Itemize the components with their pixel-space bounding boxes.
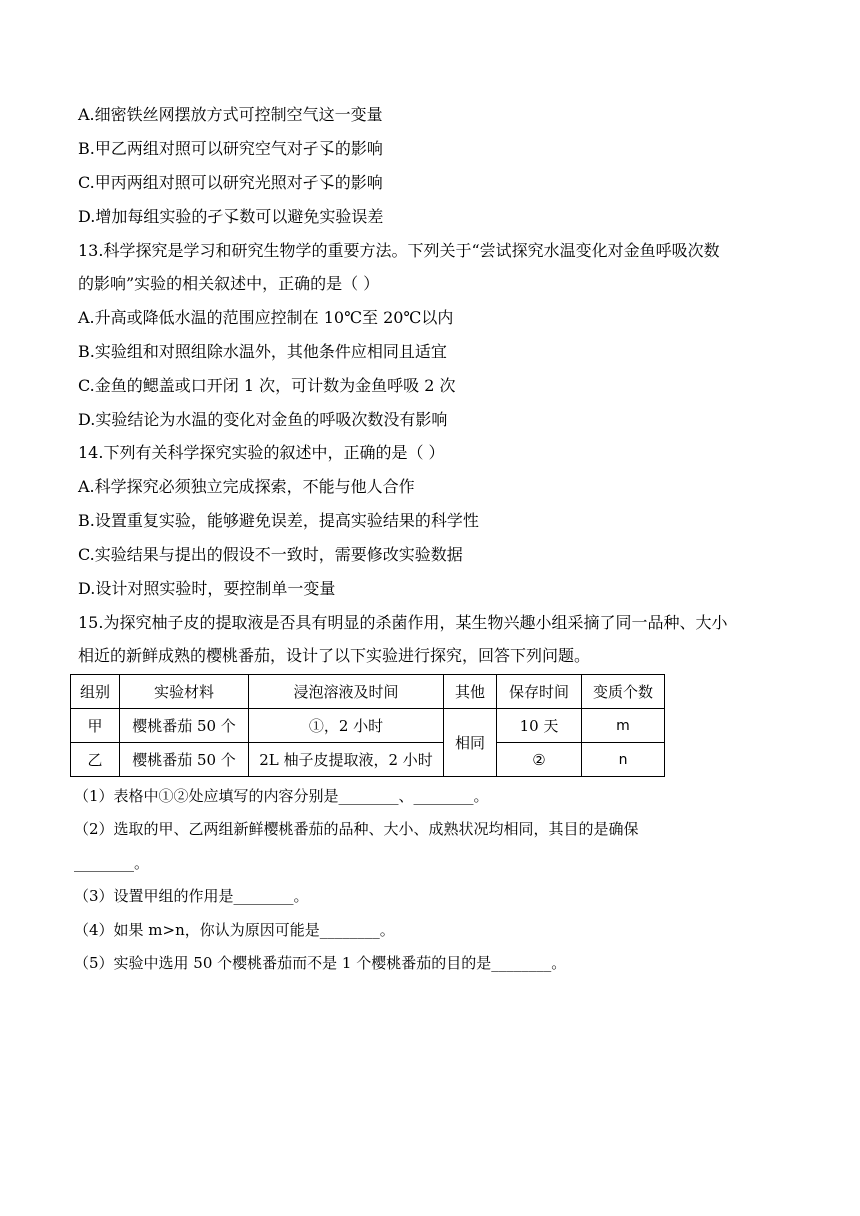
q13-option-d: D.实验结论为水温的变化对金鱼的呼吸次数没有影响 [78, 410, 448, 429]
q13-stem-line2: 的影响”实验的相关叙述中，正确的是（ ） [78, 274, 380, 293]
q15-stem-line1: 15.为探究柚子皮的提取液是否具有明显的杀菌作用，某生物兴趣小组采摘了同一品种、大小 [78, 613, 728, 632]
q14-option-c: C.实验结果与提出的假设不一致时，需要修改实验数据 [78, 545, 463, 564]
header-cell: 实验材料 [120, 675, 249, 709]
q15-sub4: （4）如果 m>n，你认为原因可能是________。 [74, 921, 395, 939]
q15-sub2-line1: （2）选取的甲、乙两组新鲜樱桃番茄的品种、大小、成熟状况均相同，其目的是确保 [74, 820, 639, 838]
header-cell: 其他 [444, 675, 497, 709]
header-cell: 变质个数 [582, 675, 665, 709]
q15-stem-line2: 相近的新鲜成熟的樱桃番茄，设计了以下实验进行探究，回答下列问题。 [78, 646, 591, 665]
header-cell: 组别 [71, 675, 120, 709]
table-cell: 乙 [71, 743, 120, 777]
q13-option-c: C.金鱼的鳃盖或口开闭 1 次，可计数为金鱼呼吸 2 次 [78, 376, 456, 395]
table-cell: 甲 [71, 709, 120, 743]
header-cell: 浸泡溶液及时间 [249, 675, 444, 709]
q15-sub5: （5）实验中选用 50 个樱桃番茄而不是 1 个樱桃番茄的目的是________。 [74, 954, 567, 972]
q13-stem-line1: 13.科学探究是学习和研究生物学的重要方法。下列关于“尝试探究水温变化对金鱼呼吸次数 [78, 241, 720, 260]
q13-option-a: A.升高或降低水温的范围应控制在 10℃至 20℃以内 [78, 308, 454, 327]
table-header-row [71, 675, 665, 709]
q15-sub2-line2: ________。 [74, 854, 150, 872]
header-cell: 保存时间 [497, 675, 582, 709]
q13-option-b: B.实验组和对照组除水温外，其他条件应相同且适宜 [78, 342, 447, 361]
q12-option-b: B.甲乙两组对照可以研究空气对孑孓的影响 [78, 139, 383, 158]
q14-option-d: D.设计对照实验时，要控制单一变量 [78, 579, 336, 598]
table-row [71, 743, 665, 777]
q12-option-d: D.增加每组实验的孑孓数可以避免实验误差 [78, 207, 384, 226]
q12-option-a: A.细密铁丝网摆放方式可控制空气这一变量 [78, 105, 383, 124]
table-cell: m [582, 709, 665, 743]
q15-sub3: （3）设置甲组的作用是________。 [74, 887, 309, 905]
q15-sub1: （1）表格中①②处应填写的内容分别是________、________。 [74, 787, 489, 805]
q14-option-a: A.科学探究必须独立完成探索，不能与他人合作 [78, 477, 415, 496]
table-cell: ①，2 小时 [249, 709, 444, 743]
table-cell: 2L 柚子皮提取液，2 小时 [249, 743, 444, 777]
q14-option-b: B.设置重复实验，能够避免误差，提高实验结果的科学性 [78, 511, 479, 530]
q14-stem: 14.下列有关科学探究实验的叙述中，正确的是（ ） [78, 443, 445, 462]
table-cell: 樱桃番茄 50 个 [120, 743, 249, 777]
table-cell: 10 天 [497, 709, 582, 743]
experiment-table [70, 674, 665, 777]
table-cell: 樱桃番茄 50 个 [120, 709, 249, 743]
table-cell: n [582, 743, 665, 777]
table-cell: ② [497, 743, 582, 777]
table-cell-merged: 相同 [444, 709, 497, 777]
table-row [71, 709, 665, 743]
q12-option-c: C.甲丙两组对照可以研究光照对孑孓的影响 [78, 173, 383, 192]
